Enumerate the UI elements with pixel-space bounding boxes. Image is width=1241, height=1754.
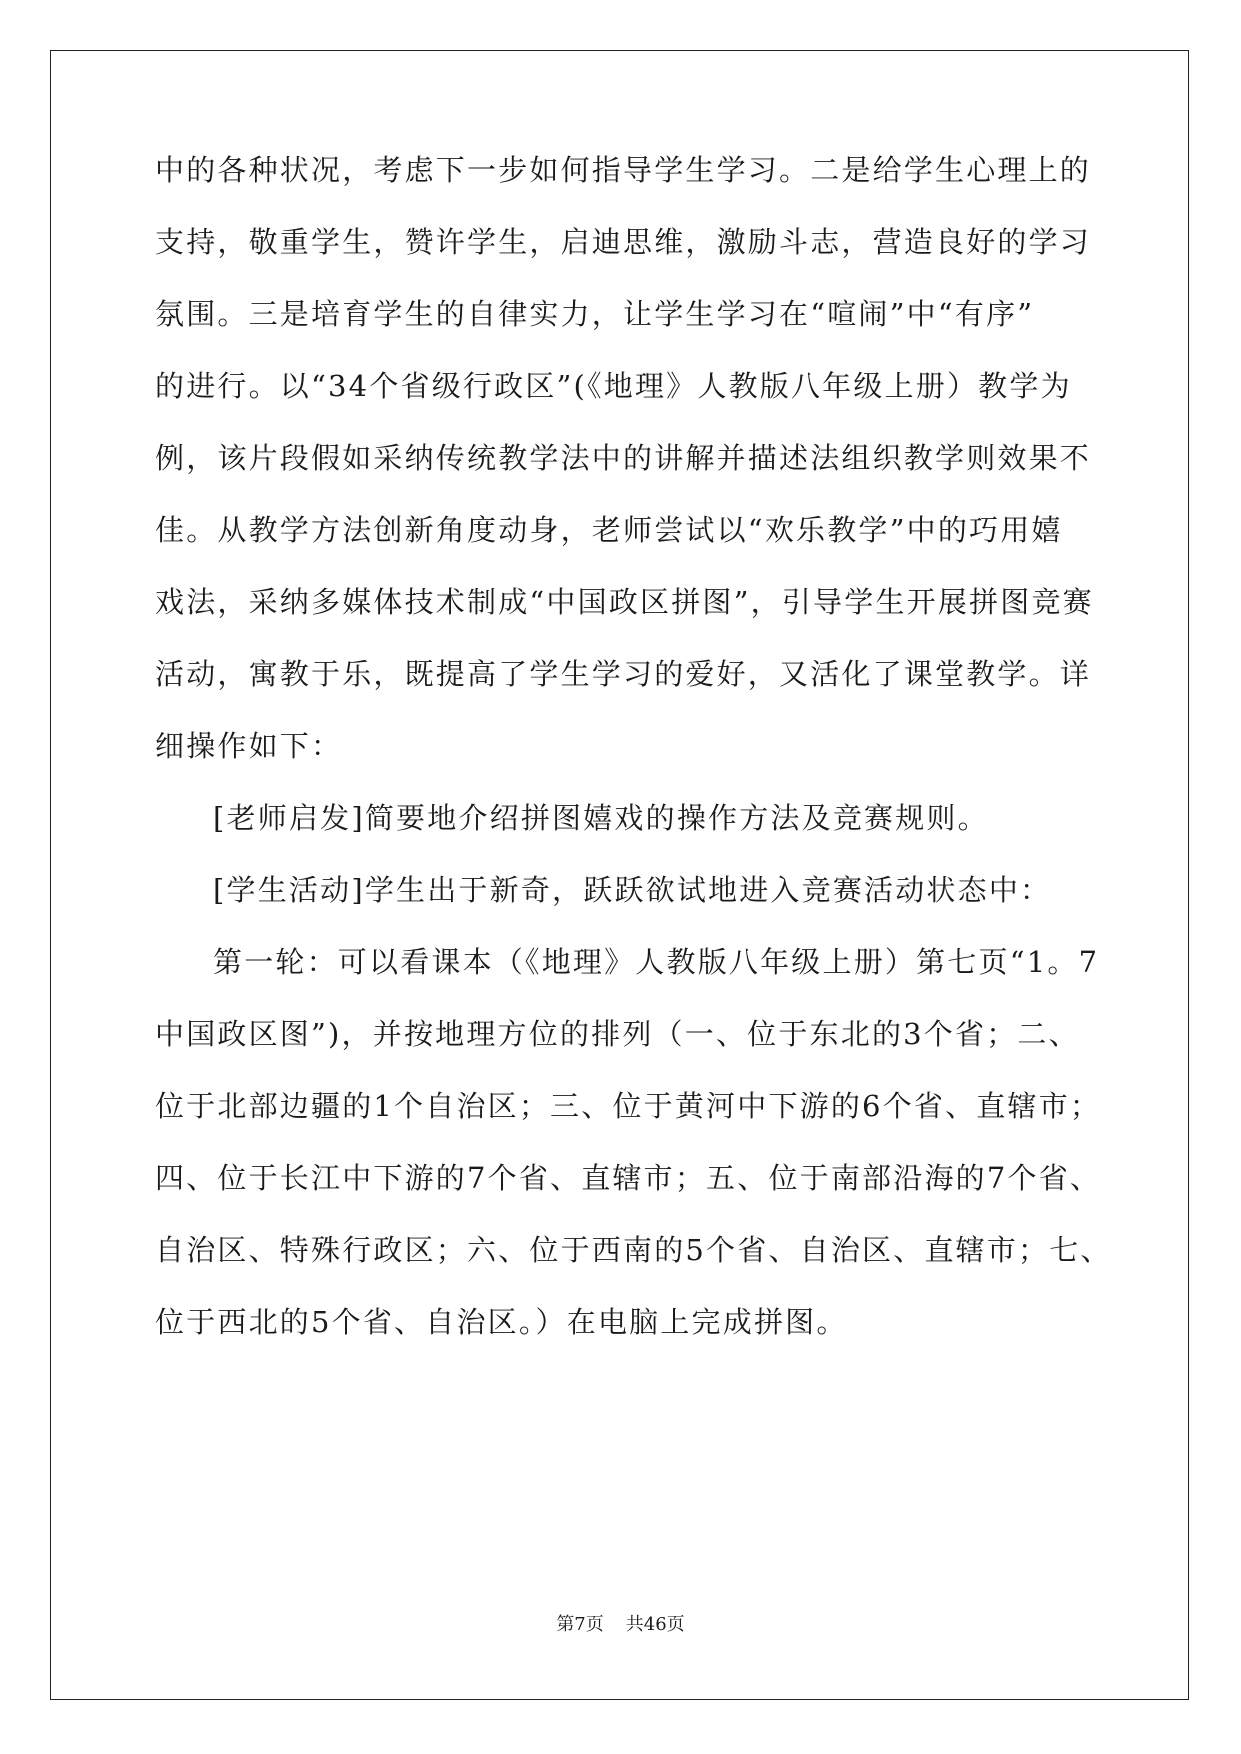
paragraph-line: 佳。从教学方法创新角度动身，老师尝试以“欢乐教学”中的巧用嬉 [155, 513, 1063, 547]
paragraph-line: 中国政区图”)，并按地理方位的排列（一、位于东北的3个省；二、 [155, 1017, 1080, 1051]
paragraph-line: 例，该片段假如采纳传统教学法中的讲解并描述法组织教学则效果不 [155, 441, 1092, 475]
paragraph-line: 自治区、特殊行政区；六、位于西南的5个省、自治区、直辖市；七、 [155, 1233, 1112, 1267]
paragraph-line: 第一轮：可以看课本（《地理》人教版八年级上册）第七页“1。7 [213, 945, 1100, 979]
paragraph-line: 活动，寓教于乐，既提高了学生学习的爱好，又活化了课堂教学。详 [155, 657, 1092, 691]
paragraph-line: 位于西北的5个省、自治区。）在电脑上完成拼图。 [155, 1305, 848, 1339]
paragraph-line: 四、位于长江中下游的7个省、直辖市；五、位于南部沿海的7个省、 [155, 1161, 1102, 1195]
paragraph-line: [老师启发]简要地介绍拼图嬉戏的操作方法及竞赛规则。 [213, 801, 989, 835]
paragraph-line: 戏法，采纳多媒体技术制成“中国政区拼图”，引导学生开展拼图竞赛 [155, 585, 1094, 619]
paragraph-line: 的进行。以“34个省级行政区”(《地理》人教版八年级上册）教学为 [155, 369, 1072, 403]
paragraph-line: 支持，敬重学生，赞许学生，启迪思维，激励斗志，营造良好的学习 [155, 225, 1092, 259]
paragraph-line: 位于北部边疆的1个自治区；三、位于黄河中下游的6个省、直辖市； [155, 1089, 1102, 1123]
paragraph-line: 氛围。三是培育学生的自律实力，让学生学习在“喧闹”中“有序” [155, 297, 1035, 331]
page-total: 共46页 [625, 1614, 685, 1635]
paragraph-line: 中的各种状况，考虑下一步如何指导学生学习。二是给学生心理上的 [155, 153, 1092, 187]
page-number: 第7页 [556, 1614, 604, 1635]
paragraph-line: [学生活动]学生出于新奇，跃跃欲试地进入竞赛活动状态中： [213, 873, 1052, 907]
page-footer [0, 1613, 1241, 1637]
paragraph-line: 细操作如下： [155, 729, 343, 763]
